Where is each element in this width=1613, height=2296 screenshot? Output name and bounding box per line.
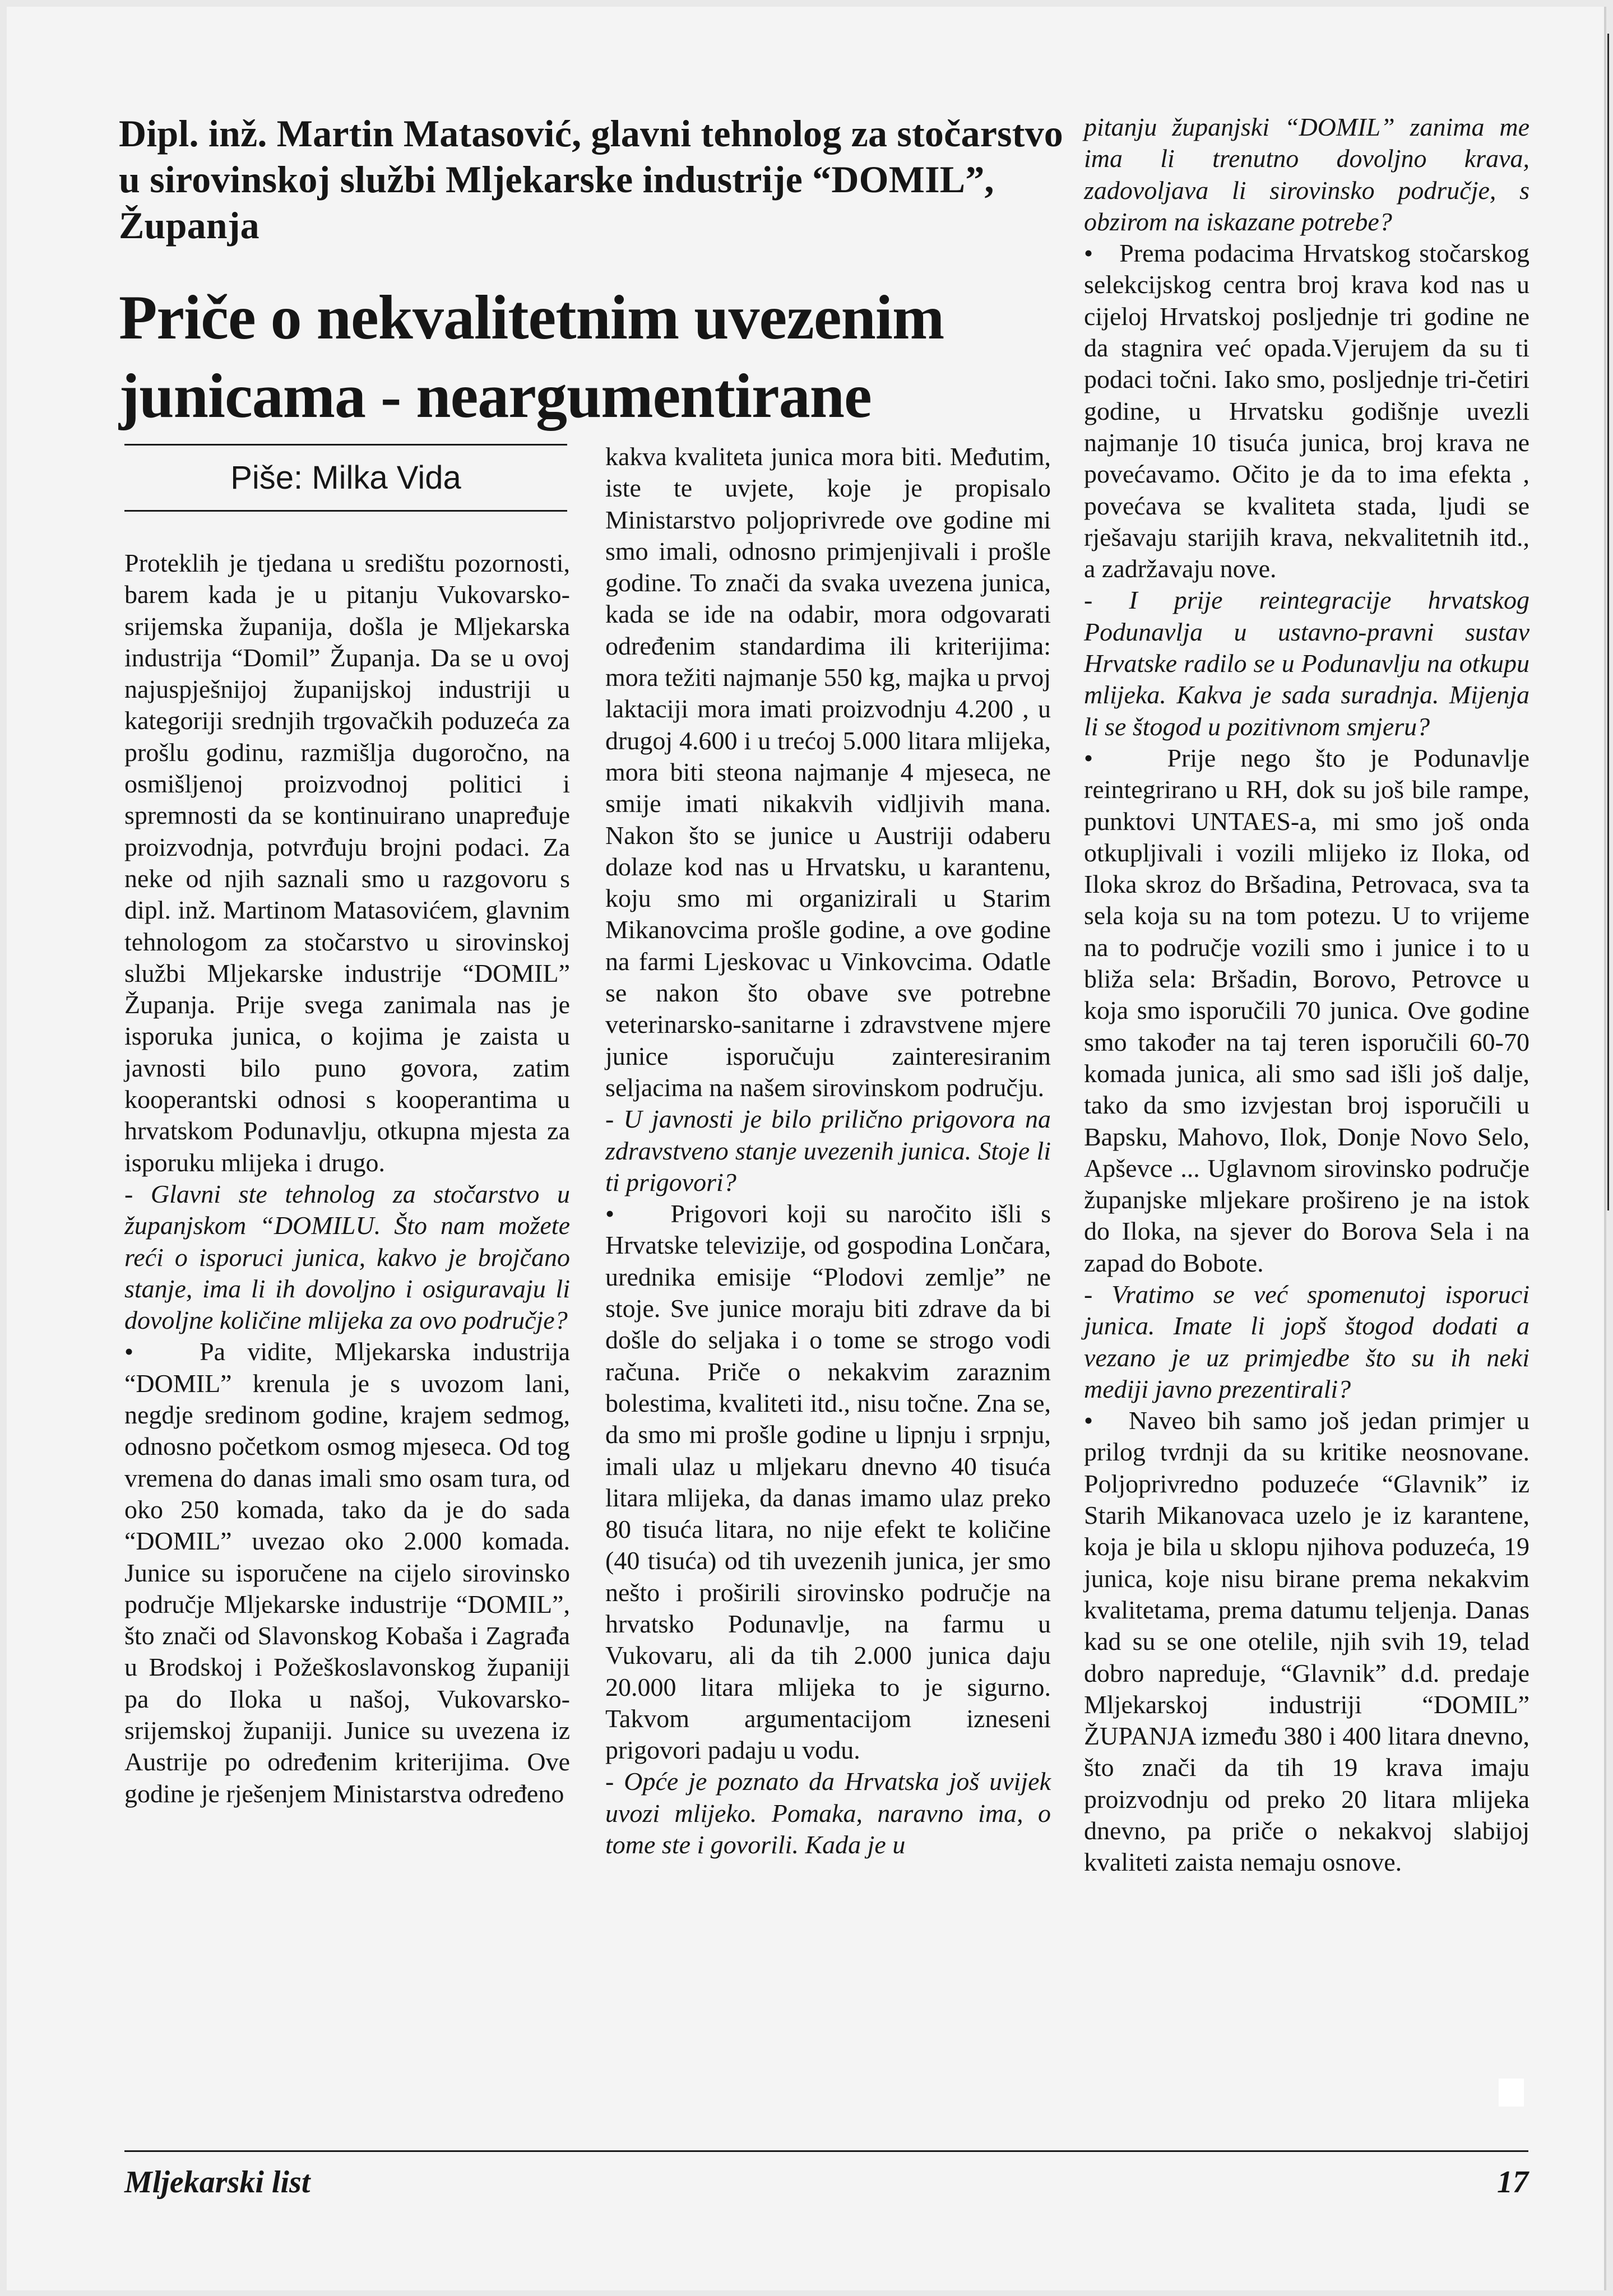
byline-box bbox=[124, 444, 567, 512]
interview-answer: • Prigovori koji su naročito išli s Hrvatske televizije, od gospodina Lončara, urednika emisije “Plodovi zemlje” ne stoje. Sve junice moraju biti zdrave da bi došle do seljaka i o tome se strogo vodi računa. Priče o nekakvim zaraznim bolestima, kvaliteti itd., nisu točne. Zna se, da smo mi prošle godine u lipnju i srpnju, imali ulaz u mljekaru dnevno 40 tisuća litara mlijeka, da danas imamo ulaz preko 80 tisuća litara, no nije efekt te količine (40 tisuća) od tih uvezenih junica, jer smo nešto i proširili sirovinsko područje na hrvatsko Podunavlje, na farmu u Vukovaru, ali da tih 2.000 junica daju 20.000 litara mlijeka to je sigurno. Takvom argumentacijom izneseni prigovori padaju u vodu. bbox=[605, 1198, 1051, 1766]
publication-title: Mljekarski list bbox=[124, 2165, 310, 2200]
article-intro bbox=[119, 110, 1066, 248]
interview-question: - Glavni ste tehnolog za stočarstvo u županjskom “DOMILU. Što nam možete reći o isporuci junica, kakvo je brojčano stanje, ima li ih dovoljno i osiguravaju li dovoljne količine mlijeka za ovo područje? bbox=[124, 1179, 570, 1335]
headline-line: junicama - neargumentirane bbox=[119, 361, 872, 431]
interview-answer: • Prema podacima Hrvatskog stočarskog selekcijskog centra broj krava kod nas u cijeloj Hrvatskoj posljednje tri godine ne da stagnira već opada.Vjerujem da su ti podaci točni. Iako smo, posljednje tri-četiri godine, u Hrvatsku godišnje uvezli najmanje 10 tisuća junica, broj krava ne povećavamo. Očito je da to ima efekta , povećava se kvaliteta stada, ljudi se rješavaju starijih krava, nekvalitetnih itd., a zadržavaju nove. bbox=[1084, 238, 1529, 585]
interview-answer: • Pa vidite, Mljekarska industrija “DOMIL” krenula je s uvozom lani, negdje sredinom godine, krajem sedmog, odnosno početkom osmog mjeseca. Od tog vremena do danas imali smo osam tura, od oko 250 komada, tako da je do sada “DOMIL” uvezao oko 2.000 komada. Junice su isporučene na cijelo sirovinsko područje Mljekarske industrije “DOMIL”, što znači od Slavonskog Kobaša i Zagrađa u Brodskoj i Požeškoslavonskog županiji pa do Iloka u našoj, Vukovarsko-srijemskoj županiji. Junice su uvezena iz Austrije po određenim kriterijima. Ove godine je rješenjem Ministarstva određeno bbox=[124, 1336, 570, 1809]
page-number: 17 bbox=[1497, 2165, 1528, 2200]
page-edge-shadow bbox=[1607, 34, 1609, 1210]
paragraph: Proteklih je tjedana u središtu pozornosti, barem kada je u pitanju Vukovarsko-srijemska županija, došla je Mljekarska industrija “Domil” Županja. Da se u ovoj najuspješnijoj županijskoj industriji u kategoriji srednjih trgovačkih poduzeća za prošlu godinu, razmišlja dugoročno, na osmišljenoj proizvodnoj politici i spremnosti da se kontinuirano unapređuje proizvodnja, potvrđuju brojni podaci. Za neke od njih saznali smo u razgovoru s dipl. inž. Martinom Matasovićem, glavnim tehnologom za stočarstvo u sirovinskoj službi Mljekarske industrije “DOMIL” Županja. Prije svega zanimala nas je isporuka junica, o kojima je zaista u javnosti bilo puno govora, zatim kooperantski odnosi s kooperantima u hrvatskom Podunavlju, otkupna mjesta za isporuku mlijeka i drugo. bbox=[124, 549, 570, 1177]
interview-answer: • Prije nego što je Podunavlje reintegrirano u RH, dok su još bile rampe, punktovi UNTAES-a, mi smo još onda otkupljivali i vozili mlijeko iz Iloka, od Iloka skroz do Bršadina, Petrovaca, sva ta sela koja su na tom potezu. U to vrijeme na to područje vozili smo i junice i to u bliža sela: Bršadin, Borovo, Petrovce u koja smo isporučili 70 junica. Ove godine smo također na taj teren isporučili 60-70 komada junica, ali smo sad išli još dalje, tako da smo izvjestan broj isporučili u Bapsku, Mahovo, Ilok, Donje Novo Selo, Apševce ... Uglavnom sirovinsko područje županjske mljekare prošireno je na istok do Iloka, na sjever do Borova Sela i na zapad do Bobote. bbox=[1084, 743, 1529, 1279]
footer-divider bbox=[124, 2150, 1528, 2152]
magazine-page bbox=[7, 7, 1606, 2290]
column-2 bbox=[605, 441, 1051, 1861]
scan-artifact bbox=[1499, 2079, 1524, 2107]
headline-line: Priče o nekvalitetnim uvezenim bbox=[119, 283, 944, 352]
byline: Piše: Milka Vida bbox=[230, 460, 461, 496]
intro-line: Županja bbox=[119, 204, 259, 247]
interview-question: - U javnosti je bilo prilično prigovora na zdravstveno stanje uvezenih junica. Stoje li ti prigovori? bbox=[605, 1105, 1051, 1196]
intro-line: u sirovinskoj službi Mljekarske industrije “DOMIL”, bbox=[119, 158, 994, 201]
article-headline bbox=[119, 279, 1066, 435]
column-1 bbox=[124, 548, 570, 1810]
interview-question: - I prije reintegracije hrvatskog Podunavlja u ustavno-pravni sustav Hrvatske radilo se u Podunavlju na otkupu mlijeka. Kakva je sada suradnja. Mijenja li se štogod u pozitivnom smjeru? bbox=[1084, 586, 1529, 741]
paragraph: kakva kvaliteta junica mora biti. Međutim, iste te uvjete, koje je propisalo Ministarstvo poljoprivrede ove godine mi smo imali, odnosno primjenjivali i prošle godine. To znači da svaka uvezena junica, kada se ide na odabir, mora odgovarati određenim standardima ili kriterijima: mora težiti najmanje 550 kg, majka u prvoj laktaciji mora imati proizvodnju 4.200 , u drugoj 4.600 i u trećoj 5.000 litara mlijeka, mora biti steona najmanje 4 mjeseca, ne smije imati nikakvih vidljivih mana. Nakon što se junice u Austriji odaberu dolaze kod nas u Hrvatsku, u karantenu, koju smo mi organizirali u Starim Mikanovcima prošle godine, a ove godine na farmi Ljeskovac u Vinkovcima. Odatle se nakon što obave sve potrebne veterinarsko-sanitarne i zdravstvene mjere junice isporučuju zainteresiranim seljacima na našem sirovinskom području. bbox=[605, 442, 1051, 1102]
column-3 bbox=[1084, 112, 1529, 1878]
intro-line: Dipl. inž. Martin Matasović, glavni tehnolog za stočarstvo bbox=[119, 112, 1064, 155]
interview-question: - Vratimo se već spomenutoj isporuci junica. Imate li jopš štogod dodati a vezano je uz primjedbe što su ih neki mediji javno prezentirali? bbox=[1084, 1279, 1529, 1403]
interview-answer: • Naveo bih samo još jedan primjer u prilog tvrdnji da su kritike neosnovane. Poljoprivredno poduzeće “Glavnik” iz Starih Mikanovaca uzelo je iz karantene, koja je bila u sklopu njihova poduzeća, 19 junica, koje nisu birane prema nekakvim kvalitetama, prema datumu teljenja. Danas kad su se one otelile, njih svih 19, telad dobro napreduje, “Glavnik” d.d. predaje Mljekarskoj industriji “DOMIL” ŽUPANJA između 380 i 400 litara dnevno, što znači da tih 19 krava imaju proizvodnju od preko 20 litara mlijeka dnevno, pa priče o nekakvoj slabijoj kvaliteti zaista nemaju osnove. bbox=[1084, 1405, 1529, 1878]
interview-question: - Opće je poznato da Hrvatska još uvijek uvozi mlijeko. Pomaka, naravno ima, o tome ste i govorili. Kada je u bbox=[605, 1767, 1051, 1859]
interview-question: pitanju županjski “DOMIL” zanima me ima li trenutno dovoljno krava, zadovoljava li sirovinsko područje, s obzirom na iskazane potrebe? bbox=[1084, 113, 1529, 236]
